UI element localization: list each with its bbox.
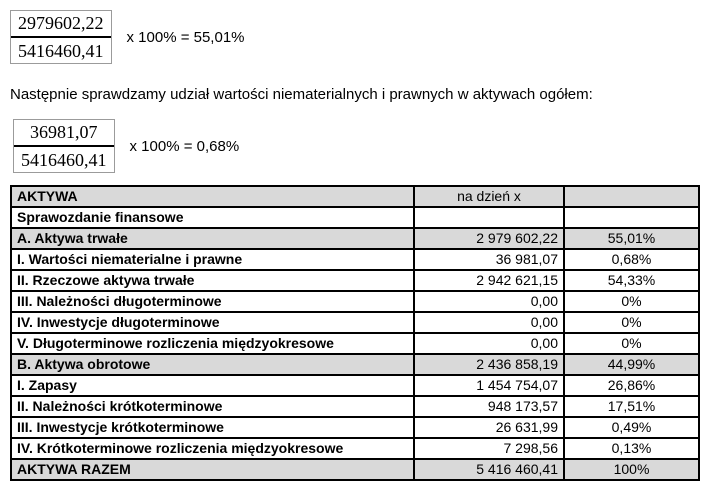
header-cell-aktywa: AKTYWA	[11, 186, 414, 207]
aktywa-table	[10, 185, 700, 481]
table-row	[11, 438, 699, 459]
fraction-numerator: 2979602,22	[11, 11, 111, 38]
cell-value: 2 942 621,15	[414, 270, 564, 291]
cell-label: A. Aktywa trwałe	[11, 228, 414, 249]
cell-value: 0,00	[414, 291, 564, 312]
table-row	[11, 375, 699, 396]
cell-percent: 0%	[564, 333, 699, 354]
header-cell-date: na dzień x	[414, 186, 564, 207]
cell-value: 2 979 602,22	[414, 228, 564, 249]
fraction-numerator: 36981,07	[14, 120, 114, 147]
table-row	[11, 228, 699, 249]
cell-value: 948 173,57	[414, 396, 564, 417]
cell-value: 36 981,07	[414, 249, 564, 270]
table-header-row	[11, 186, 699, 207]
cell-percent: 0%	[564, 291, 699, 312]
cell-percent	[564, 207, 699, 228]
fraction-denominator: 5416460,41	[21, 150, 107, 170]
cell-percent: 55,01%	[564, 228, 699, 249]
cell-value: 26 631,99	[414, 417, 564, 438]
cell-value	[414, 207, 564, 228]
fraction-result: x 100% = 55,01%	[126, 28, 245, 46]
cell-label: III. Należności długoterminowe	[11, 291, 414, 312]
cell-label: III. Inwestycje krótkoterminowe	[11, 417, 414, 438]
cell-label: IV. Inwestycje długoterminowe	[11, 312, 414, 333]
cell-percent: 0,13%	[564, 438, 699, 459]
cell-value: 0,00	[414, 333, 564, 354]
cell-value: 2 436 858,19	[414, 354, 564, 375]
table-row	[11, 207, 699, 228]
cell-label: I. Wartości niematerialne i prawne	[11, 249, 414, 270]
cell-percent: 44,99%	[564, 354, 699, 375]
table-row	[11, 396, 699, 417]
cell-value: 0,00	[414, 312, 564, 333]
aktywa-table-body	[11, 207, 699, 480]
header-cell-empty	[564, 186, 699, 207]
table-row	[11, 354, 699, 375]
formula-share-intangibles	[13, 119, 717, 173]
table-row	[11, 312, 699, 333]
table-row	[11, 270, 699, 291]
cell-percent: 17,51%	[564, 396, 699, 417]
cell-label: V. Długoterminowe rozliczenia międzyokresowe	[11, 333, 414, 354]
cell-value: 7 298,56	[414, 438, 564, 459]
cell-percent: 0,49%	[564, 417, 699, 438]
cell-label: Sprawozdanie finansowe	[11, 207, 414, 228]
cell-percent: 0%	[564, 312, 699, 333]
formula-share-fixed-assets	[10, 10, 717, 64]
cell-value: 1 454 754,07	[414, 375, 564, 396]
cell-label: II. Rzeczowe aktywa trwałe	[11, 270, 414, 291]
cell-percent: 0,68%	[564, 249, 699, 270]
table-row	[11, 417, 699, 438]
cell-percent: 26,86%	[564, 375, 699, 396]
fraction-box	[10, 10, 112, 64]
cell-value: 5 416 460,41	[414, 459, 564, 480]
cell-label: B. Aktywa obrotowe	[11, 354, 414, 375]
cell-label: II. Należności krótkoterminowe	[11, 396, 414, 417]
fraction-denominator: 5416460,41	[18, 41, 104, 61]
intro-paragraph: Następnie sprawdzamy udział wartości niematerialnych i prawnych w aktywach ogółem:	[10, 86, 593, 103]
table-row	[11, 333, 699, 354]
table-row	[11, 249, 699, 270]
cell-percent: 100%	[564, 459, 699, 480]
fraction-box	[13, 119, 115, 173]
cell-percent: 54,33%	[564, 270, 699, 291]
cell-label: I. Zapasy	[11, 375, 414, 396]
table-row	[11, 291, 699, 312]
cell-label: IV. Krótkoterminowe rozliczenia międzyokresowe	[11, 438, 414, 459]
cell-label: AKTYWA RAZEM	[11, 459, 414, 480]
table-row	[11, 459, 699, 480]
fraction-result: x 100% = 0,68%	[129, 137, 240, 155]
